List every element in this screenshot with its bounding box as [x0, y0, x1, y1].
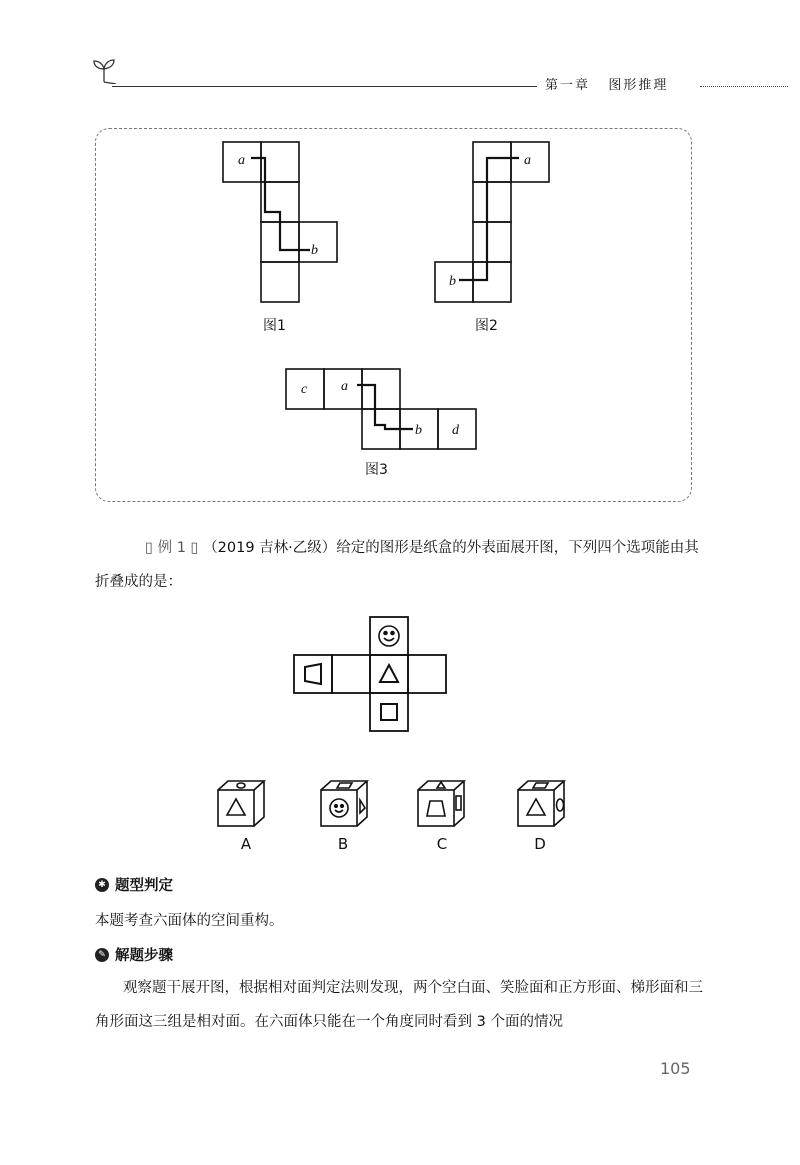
example-text: （2019 吉林·乙级）给定的图形是纸盒的外表面展开图，下列四个选项能由其折叠成的是： [95, 540, 699, 590]
section-question-type [95, 874, 173, 895]
option-label-a: A [240, 835, 252, 853]
option-cube-d [515, 778, 577, 828]
net-figures [95, 128, 690, 500]
fig3-caption: 图3 [365, 462, 388, 478]
fig2-label-a: a [524, 153, 531, 168]
example-paragraph [95, 531, 700, 599]
trapezoid-icon [305, 664, 321, 684]
section-question-type-text: 本题考查六面体的空间重构。 [95, 913, 284, 929]
fig1-label-b: b [311, 243, 318, 258]
fig2-label-b: b [449, 274, 456, 289]
running-header [545, 74, 668, 93]
fig3-label-b: b [415, 423, 422, 438]
option-label-b: B [337, 835, 349, 853]
box-net-diagram [290, 615, 450, 735]
section-solution-steps-text: 观察题干展开图，根据相对面判定法则发现，两个空白面、笑脸面和正方形面、梯形面和三角形面这三组是相对面。在六面体只能在一个角度同时看到 3 个面的情况 [95, 980, 703, 1030]
fig3-label-d: d [452, 423, 459, 438]
fig3-label-a: a [341, 379, 348, 394]
option-cube-a [215, 778, 275, 828]
option-label-d: D [534, 835, 546, 853]
chapter-title: 图形推理 [608, 78, 669, 93]
fig1-caption: 图1 [263, 318, 286, 334]
chapter-number: 第一章 [545, 78, 591, 93]
fig3-label-c: c [301, 382, 308, 397]
page-number: 105 [660, 1059, 691, 1078]
triangle-icon [380, 665, 398, 682]
option-label-c: C [436, 835, 448, 853]
sprout-icon [88, 56, 120, 84]
section-solution-steps-title: 解题步骤 [115, 948, 173, 964]
option-cube-c [415, 778, 475, 828]
fig2-caption: 图2 [475, 318, 498, 334]
example-tag: ▯ 例 1 ▯ [145, 540, 199, 556]
gear-badge-icon: ✱ [95, 878, 109, 892]
header-rule-dotted [700, 86, 788, 87]
section-question-type-title: 题型判定 [115, 878, 173, 894]
smiley-face-icon [379, 626, 399, 646]
header-rule [112, 86, 537, 87]
square-icon [381, 704, 397, 720]
figure-3-net [286, 369, 476, 449]
fig1-label-a: a [238, 153, 245, 168]
option-cube-b [318, 778, 378, 828]
section-solution-steps [95, 944, 173, 965]
steps-badge-icon: ✎ [95, 948, 109, 962]
